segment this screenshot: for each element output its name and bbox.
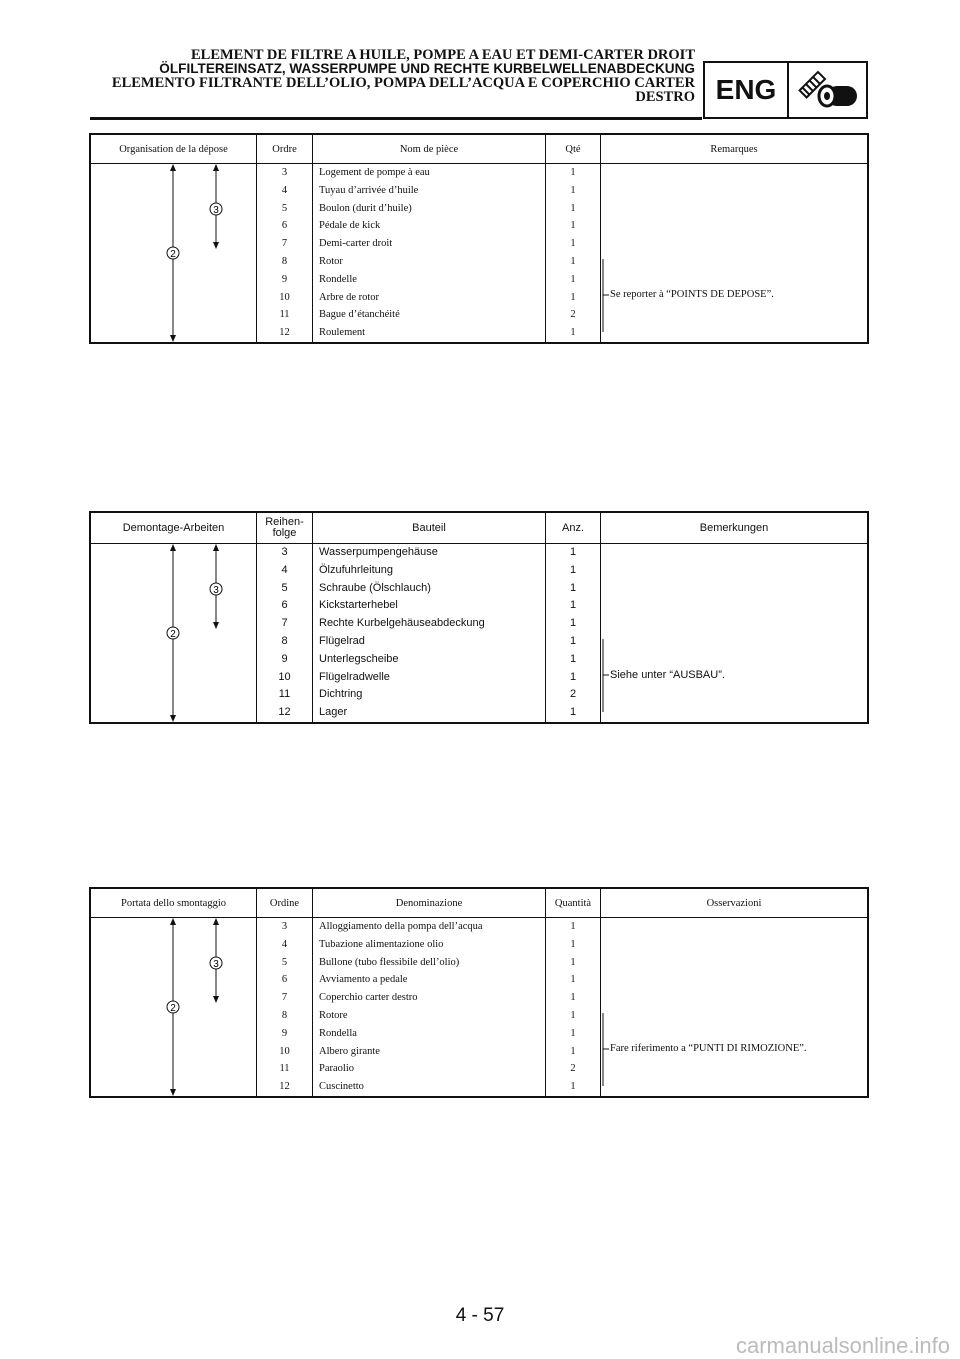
remark-text: Siehe unter “AUSBAU”. [610, 669, 725, 681]
header-remarks: Remarques [710, 143, 758, 155]
part-name-column [313, 164, 546, 342]
part-name-cell: Logement de pompe à eau [319, 167, 430, 178]
order-cell: 5 [281, 202, 288, 214]
step-arrows [91, 544, 257, 722]
quantity-cell: 1 [569, 652, 577, 665]
part-name-cell: Kickstarterhebel [319, 599, 398, 612]
header-part-name: Denominazione [313, 889, 546, 917]
step-outer-label: 2 [170, 629, 176, 640]
part-name-cell: Avviamento a pedale [319, 974, 408, 986]
part-name-cell: Unterlegscheibe [319, 652, 399, 665]
table-de [89, 511, 869, 724]
order-cell: 6 [281, 220, 288, 232]
step-outer-label: 2 [170, 1003, 176, 1014]
step-inner-label: 3 [213, 585, 219, 596]
quantity-cell: 1 [570, 273, 576, 285]
quantity-cell: 1 [570, 1081, 576, 1093]
quantity-cell: 1 [570, 938, 576, 950]
header-organisation: Portata dello smontaggio [91, 889, 257, 917]
order-cell: 4 [281, 938, 288, 950]
header-organisation: Organisation de la dépose [91, 135, 257, 163]
order-cell: 10 [279, 1045, 290, 1057]
page-header-titles [112, 48, 695, 104]
part-name-cell: Paraolio [319, 1063, 354, 1075]
step-diagram [91, 918, 257, 1096]
table-fr-body [91, 164, 867, 342]
quantity-cell: 2 [570, 1063, 576, 1075]
order-cell: 9 [281, 1027, 288, 1039]
header-quantity: Quantità [546, 889, 601, 917]
remark-text: Fare riferimento a “PUNTI DI RIMOZIONE”. [610, 1043, 807, 1054]
title-it-line2: DESTRO [635, 89, 695, 105]
quantity-cell: 1 [569, 706, 577, 719]
part-name-cell: Roulement [319, 327, 366, 339]
badge-label: ENG [705, 63, 789, 117]
quantity-cell: 1 [569, 563, 577, 576]
order-cell: 9 [281, 273, 288, 285]
header-quantity: Anz. [546, 513, 601, 543]
part-name-cell: Rotore [319, 1009, 348, 1021]
order-cell: 3 [281, 546, 288, 558]
watermark: carmanualsonline.info [735, 1333, 950, 1358]
remarks-column [601, 164, 867, 342]
quantity-cell: 1 [570, 1027, 576, 1039]
part-name-cell: Boulon (durit d’huile) [319, 202, 412, 214]
quantity-column [546, 164, 601, 342]
table-fr [89, 133, 869, 344]
part-name-cell: Rondelle [319, 273, 357, 285]
order-column [257, 544, 313, 722]
title-de: ÖLFILTEREINSATZ, WASSERPUMPE UND RECHTE KURBELWELLENABDECKUNG [159, 61, 695, 76]
part-name-cell: Arbre de rotor [319, 291, 380, 303]
section-badge [703, 61, 868, 119]
order-cell: 4 [281, 184, 288, 196]
order-cell: 11 [278, 688, 291, 701]
title-it-line1: ELEMENTO FILTRANTE DELL’OLIO, POMPA DELL’ACQUA E COPERCHIO CARTER [111, 75, 695, 91]
step-arrows [91, 164, 257, 342]
order-cell: 12 [279, 327, 290, 339]
step-inner-label: 3 [213, 205, 219, 216]
part-name-cell: Flügelrad [319, 634, 365, 647]
table-de-body [91, 544, 867, 722]
part-name-cell: Demi-carter droit [319, 238, 393, 250]
quantity-column [546, 918, 601, 1096]
part-name-cell: Albero girante [319, 1045, 380, 1057]
quantity-cell: 1 [569, 599, 577, 612]
table-it [89, 887, 869, 1098]
order-cell: 3 [281, 921, 288, 932]
part-name-cell: Coperchio carter destro [319, 992, 418, 1004]
header-order: Reihen- folge [257, 513, 313, 543]
header-quantity: Qté [546, 135, 601, 163]
remark-bracket [601, 544, 611, 722]
order-cell: 11 [279, 309, 290, 321]
order-cell: 10 [279, 291, 290, 303]
header-part-name: Bauteil [313, 513, 546, 543]
quantity-column [546, 544, 601, 722]
order-cell: 4 [281, 563, 288, 576]
title-fr: ELEMENT DE FILTRE A HUILE, POMPE A EAU ET DEMI-CARTER DROIT [190, 47, 695, 63]
quantity-cell: 1 [569, 546, 577, 558]
remarks-column [601, 918, 867, 1096]
part-name-cell: Schraube (Ölschlauch) [319, 581, 431, 594]
part-name-cell: Wasserpumpengehäuse [319, 546, 438, 558]
part-name-cell: Ölzufuhrleitung [319, 563, 393, 576]
quantity-cell: 1 [570, 956, 576, 968]
quantity-cell: 1 [570, 184, 576, 196]
page-number: 4 - 57 [455, 1305, 505, 1326]
part-name-cell: Alloggiamento della pompa dell’acqua [319, 921, 483, 932]
order-cell: 6 [281, 974, 288, 986]
part-name-cell: Pédale de kick [319, 220, 381, 232]
order-cell: 7 [281, 238, 288, 250]
step-diagram [91, 164, 257, 342]
quantity-cell: 1 [570, 167, 576, 178]
step-inner-label: 3 [213, 959, 219, 970]
table-it-body [91, 918, 867, 1096]
quantity-cell: 1 [570, 291, 576, 303]
quantity-cell: 1 [570, 327, 576, 339]
quantity-cell: 1 [569, 634, 577, 647]
order-cell: 8 [281, 255, 288, 267]
order-cell: 11 [279, 1063, 290, 1075]
step-diagram [91, 544, 257, 722]
table-de-header [91, 513, 867, 544]
quantity-cell: 2 [569, 688, 577, 701]
order-cell: 8 [281, 634, 288, 647]
part-name-cell: Bullone (tubo flessibile dell’olio) [319, 956, 460, 968]
quantity-cell: 1 [570, 255, 576, 267]
quantity-cell: 1 [570, 202, 576, 214]
order-cell: 5 [281, 581, 288, 594]
part-name-column [313, 918, 546, 1096]
remark-bracket [601, 918, 611, 1096]
remark-bracket [601, 164, 611, 342]
order-cell: 3 [281, 167, 288, 178]
order-cell: 8 [281, 1009, 288, 1021]
quantity-cell: 1 [570, 220, 576, 232]
table-fr-header [91, 135, 867, 164]
order-cell: 5 [281, 956, 288, 968]
table-it-header [91, 889, 867, 918]
quantity-cell: 1 [570, 238, 576, 250]
order-cell: 9 [281, 652, 288, 665]
quantity-cell: 1 [569, 617, 577, 630]
part-name-cell: Rechte Kurbelgehäuseabdeckung [319, 617, 485, 630]
part-name-column [313, 544, 546, 722]
quantity-cell: 2 [570, 309, 576, 321]
engine-part-icon [789, 63, 866, 117]
order-column [257, 918, 313, 1096]
header-order: Ordre [257, 135, 313, 163]
quantity-cell: 1 [570, 1045, 576, 1057]
order-cell: 10 [278, 670, 291, 683]
part-name-cell: Tuyau d’arrivée d’huile [319, 184, 419, 196]
quantity-cell: 1 [570, 974, 576, 986]
part-name-cell: Rotor [319, 255, 343, 267]
part-name-cell: Flügelradwelle [319, 670, 390, 683]
order-cell: 7 [281, 992, 288, 1004]
part-name-cell: Bague d’étanchéité [319, 309, 400, 321]
part-name-cell: Rondella [319, 1027, 357, 1039]
quantity-cell: 1 [570, 1009, 576, 1021]
quantity-cell: 1 [569, 670, 577, 683]
order-column [257, 164, 313, 342]
order-cell: 12 [279, 1081, 290, 1093]
order-cell: 6 [281, 599, 288, 612]
header-order: Ordine [257, 889, 313, 917]
part-name-cell: Cuscinetto [319, 1081, 364, 1093]
part-name-cell: Tubazione alimentazione olio [319, 938, 444, 950]
header-part-name: Nom de pièce [313, 135, 546, 163]
header-organisation: Demontage-Arbeiten [91, 513, 257, 543]
header-remarks: Bemerkungen [699, 521, 769, 534]
order-cell: 7 [281, 617, 288, 630]
remarks-column [601, 544, 867, 722]
quantity-cell: 1 [570, 921, 576, 932]
order-cell: 12 [278, 706, 291, 719]
quantity-cell: 1 [570, 992, 576, 1004]
remark-text: Se reporter à “POINTS DE DEPOSE”. [610, 289, 774, 300]
part-name-cell: Lager [319, 706, 348, 719]
step-outer-label: 2 [170, 249, 176, 260]
step-arrows [91, 918, 257, 1096]
part-name-cell: Dichtring [319, 688, 363, 701]
header-remarks: Osservazioni [706, 897, 762, 909]
quantity-cell: 1 [569, 581, 577, 594]
header-rule [90, 117, 702, 120]
